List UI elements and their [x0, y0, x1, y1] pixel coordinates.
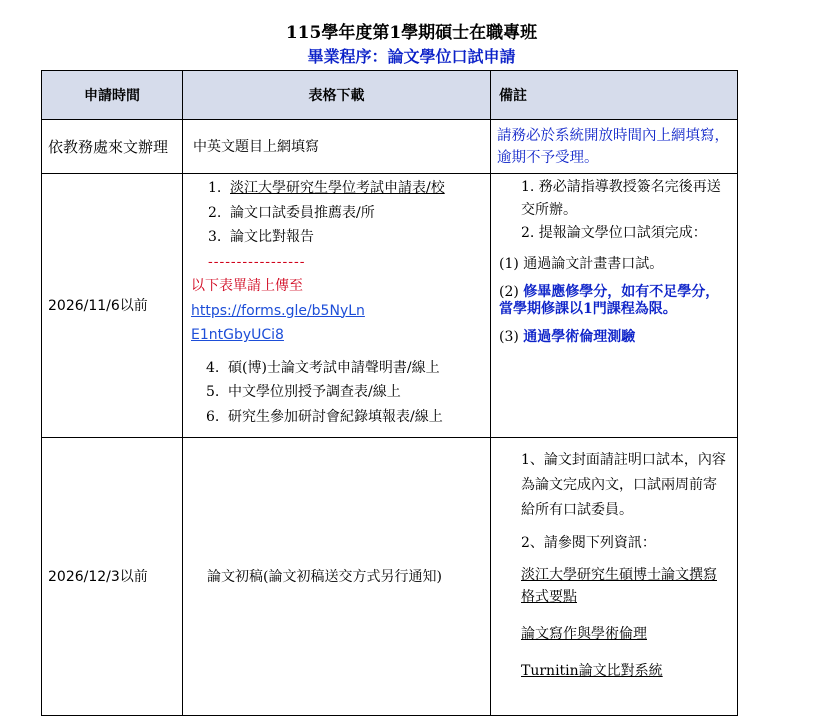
list-item: 3. 論文比對報告	[208, 229, 314, 245]
column-header-download: 表格下載	[183, 71, 491, 120]
note-item-1: 1. 務必請指導教授簽名完後再送交所辦。	[521, 179, 721, 218]
document-title: 115學年度第1學期碩士在職專班	[285, 23, 538, 43]
row3-note-cell	[491, 438, 738, 716]
note-item-2: 2. 提報論文學位口試須完成：	[521, 225, 707, 241]
column-header-note: 備註	[491, 71, 738, 120]
list-item: 6. 研究生參加研討會紀錄填報表/線上	[206, 408, 443, 425]
academic-ethics-link[interactable]: 論文寫作與學術倫理	[521, 626, 647, 642]
note-sub-1: (1) 通過論文計畫書口試。	[499, 256, 664, 272]
row1-note: 請務必於系統開放時間內上網填寫，逾期不予受理。	[497, 127, 729, 166]
table-row	[42, 174, 738, 438]
list-item: 2. 論文口試委員推薦表/所	[208, 204, 375, 221]
row1-download: 中英文題目上網填寫	[193, 138, 319, 155]
list-item[interactable]: 1. 淡江大學研究生學位考試申請表/校	[208, 180, 445, 196]
row3-note	[491, 438, 737, 684]
row3-download: 論文初稿(論文初稿送交方式另行通知)	[207, 568, 442, 585]
row2-download	[183, 174, 490, 429]
upload-label: 以下表單請上傳至	[191, 278, 303, 294]
row2-time-cell	[42, 174, 183, 438]
row2-download-cell	[183, 174, 491, 438]
turnitin-link[interactable]: Turnitin論文比對系統	[521, 663, 663, 679]
row1-note-cell	[491, 120, 738, 174]
note-item-2: 2、請參閱下列資訊：	[521, 535, 656, 551]
table-row	[42, 438, 738, 716]
list-item: 5. 中文學位別授予調查表/線上	[206, 384, 401, 400]
row1-time-cell	[42, 120, 183, 174]
row3-download-cell	[183, 438, 491, 716]
list-item: 4. 碩(博)士論文考試申請聲明書/線上	[206, 359, 440, 376]
upload-link[interactable]: https://forms.gle/b5NyLnE1ntGbyUCi8	[191, 302, 365, 343]
document-subtitle: 畢業程序：論文學位口試申請	[307, 47, 516, 66]
procedure-table	[41, 70, 738, 716]
note-sub-3: (3) 通過學術倫理測驗	[499, 329, 636, 345]
note-item-1: 1、論文封面請註明口試本，內容為論文完成內文，口試兩周前寄給所有口試委員。	[521, 452, 726, 518]
table-header-row	[42, 71, 738, 120]
row1-time: 依教務處來文辦理	[48, 137, 169, 156]
row1-download-cell	[183, 120, 491, 174]
row2-note-cell	[491, 174, 738, 438]
table-row	[42, 120, 738, 174]
note-sub-2: (2) 修畢應修學分，如有不足學分，當學期修課以1門課程為限。	[499, 284, 720, 317]
row3-time: 2026/12/3以前	[48, 568, 148, 585]
thesis-format-link[interactable]: 淡江大學研究生碩博士論文撰寫格式要點	[521, 567, 717, 605]
row2-time: 2026/11/6以前	[48, 297, 148, 314]
application-form-link[interactable]: 淡江大學研究生學位考試申請表/校	[230, 180, 445, 196]
divider-line: -----------------	[208, 253, 306, 270]
column-header-time: 申請時間	[42, 71, 183, 120]
row2-note	[491, 174, 737, 349]
row3-time-cell	[42, 438, 183, 716]
